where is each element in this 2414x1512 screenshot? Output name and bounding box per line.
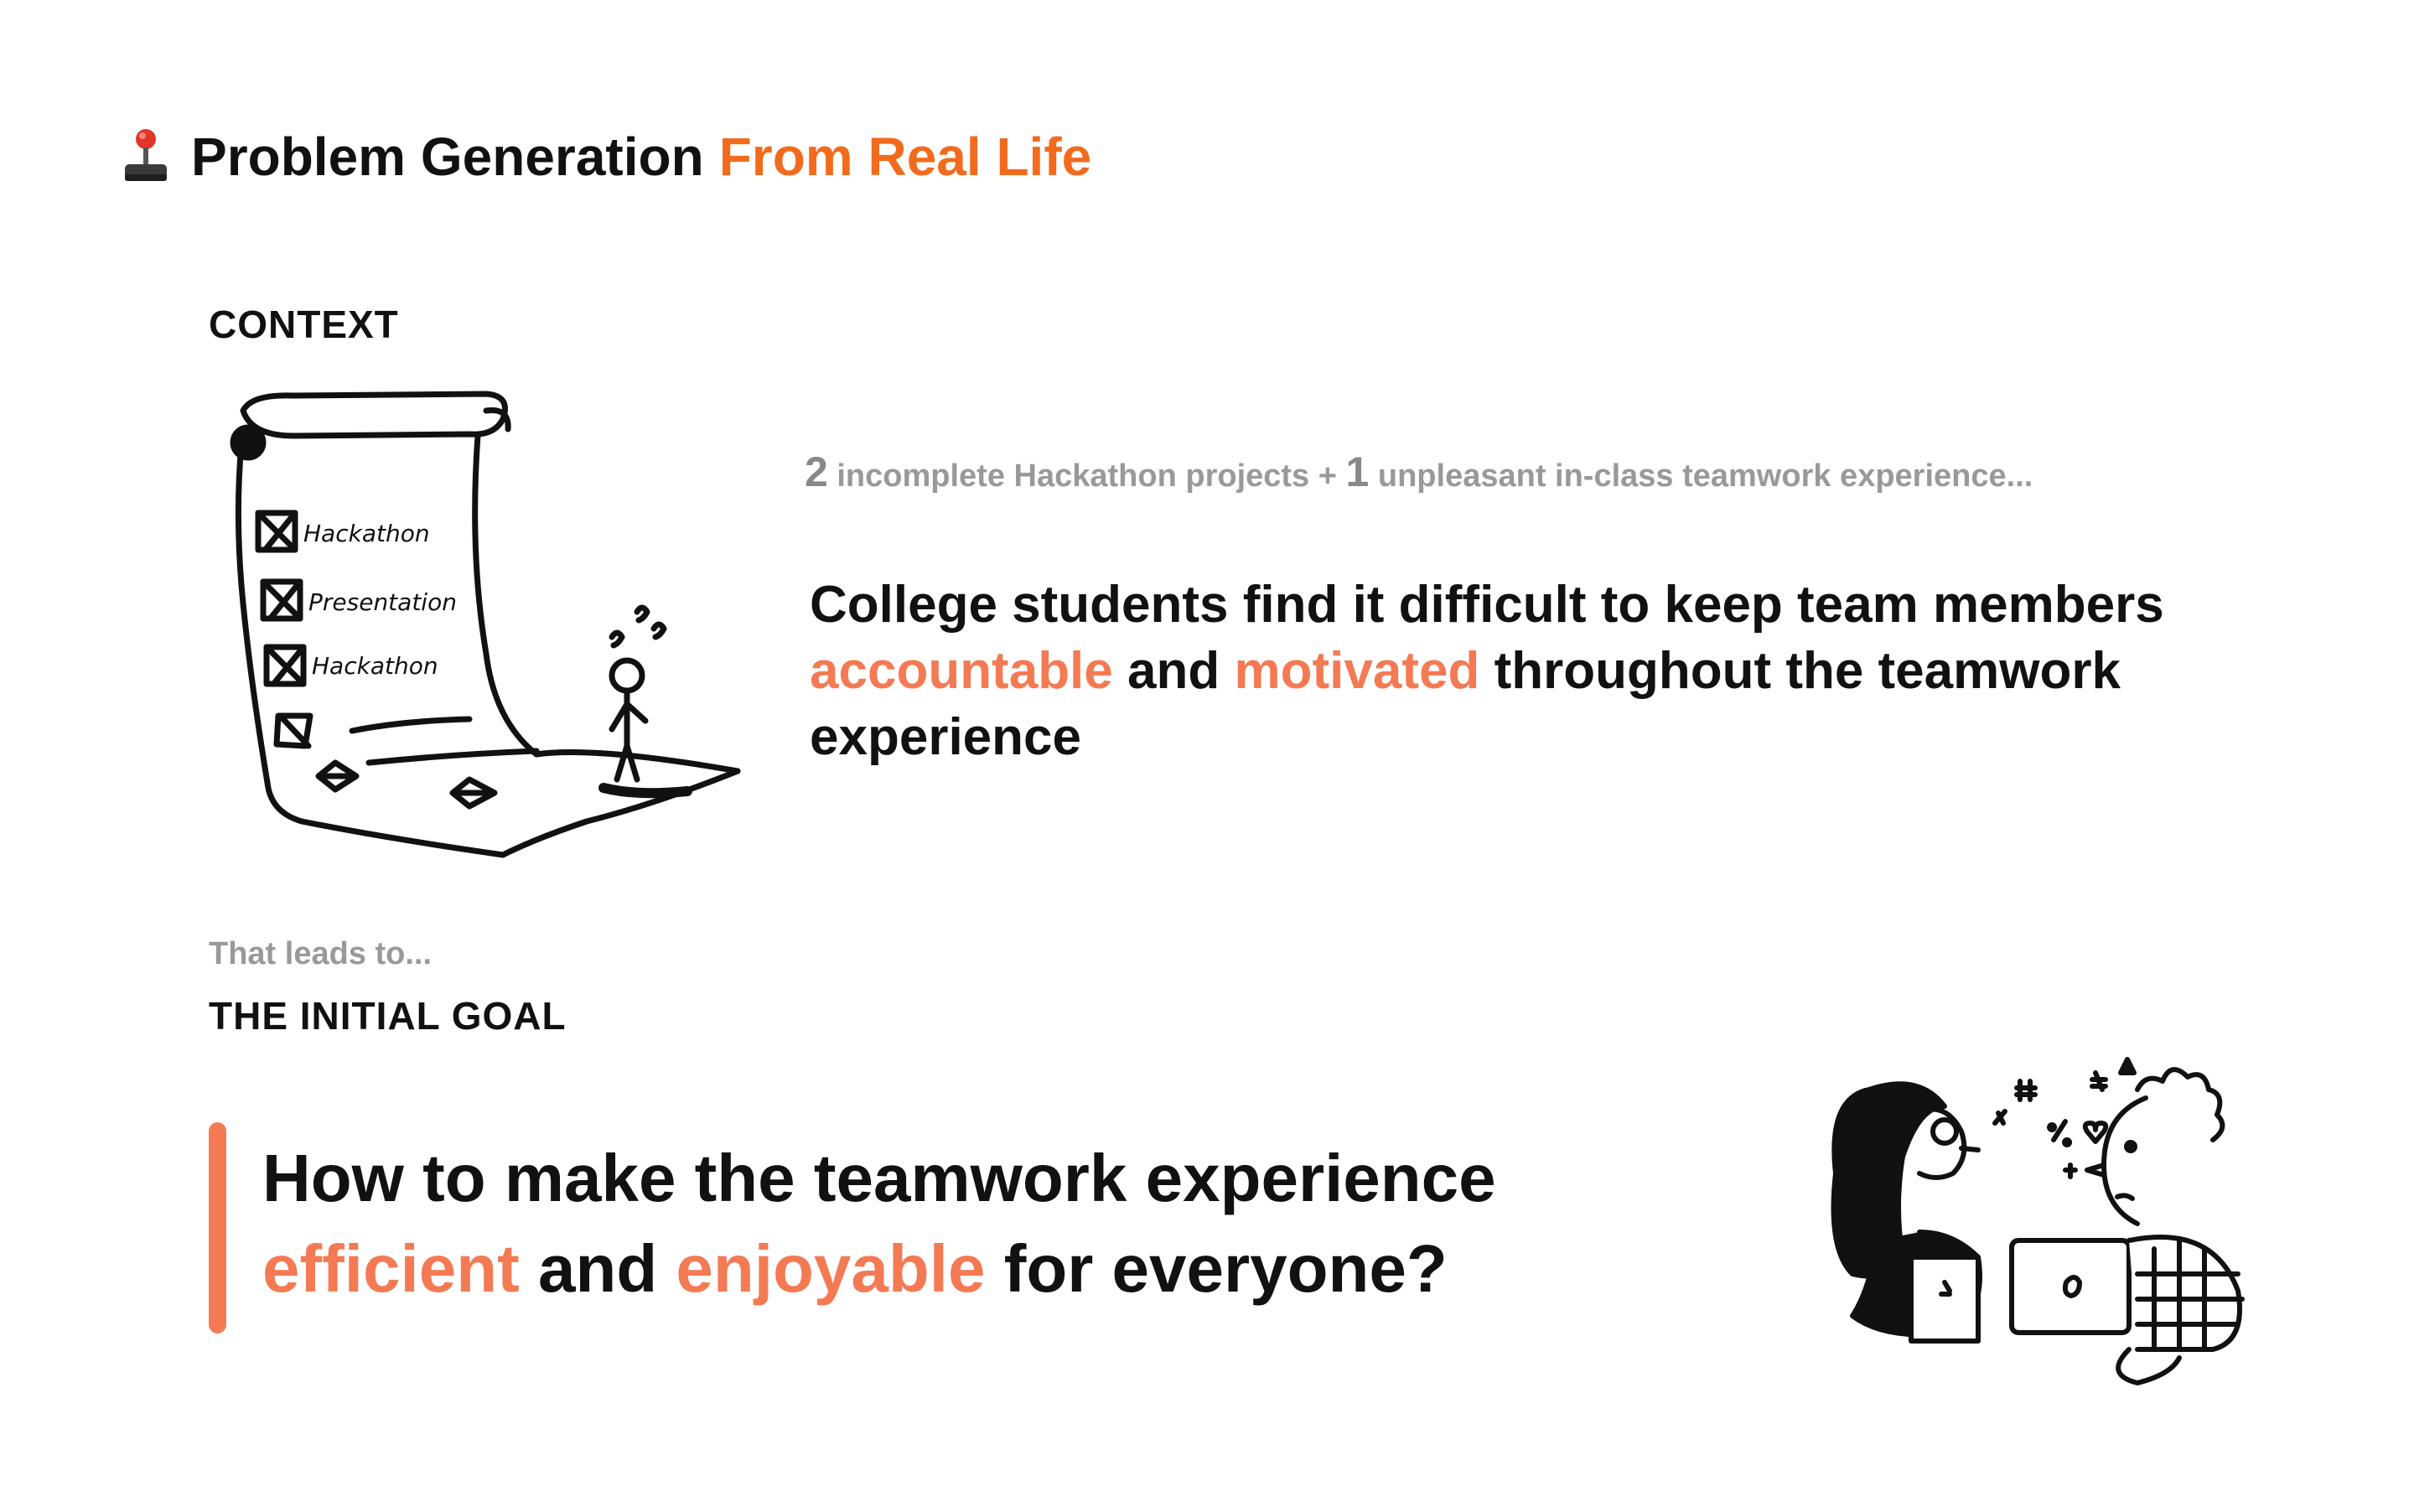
goal-statement	[262, 1133, 1771, 1314]
goal-lead-text: That leads to...	[209, 936, 433, 971]
problem-part-3: throughout the teamwork experience	[810, 642, 2121, 766]
goal-part-3: for everyone?	[1003, 1231, 1448, 1306]
problem-highlight-motivated: motivated	[1234, 642, 1480, 700]
goal-accent-bar	[209, 1122, 226, 1333]
hackathon-count: 2	[805, 448, 828, 495]
joystick-icon	[122, 127, 169, 186]
goal-highlight-enjoyable: enjoyable	[676, 1231, 986, 1306]
goal-highlight-efficient: efficient	[262, 1231, 520, 1306]
context-label: CONTEXT	[209, 303, 399, 346]
illustration-item-3: Hackathon	[312, 652, 438, 680]
goal-part-1: How to make the teamwork experience	[262, 1141, 1496, 1215]
checklist-scroll-illustration	[218, 386, 754, 863]
problem-part-1: College students find it difficult to keep team members	[810, 576, 2164, 634]
goal-part-2: and	[537, 1231, 658, 1306]
teammates-arguing-illustration	[1819, 1039, 2272, 1391]
title-accent: From Real Life	[718, 127, 1092, 187]
page-title	[122, 126, 1091, 188]
teamwork-text: unpleasant in-class teamwork experience...	[1377, 458, 2033, 494]
teamwork-count: 1	[1345, 448, 1370, 495]
hackathon-text: incomplete Hackathon projects +	[837, 458, 1337, 494]
problem-highlight-accountable: accountable	[810, 642, 1113, 700]
problem-part-2: and	[1127, 642, 1220, 700]
illustration-item-2: Presentation	[308, 588, 457, 616]
goal-label: THE INITIAL GOAL	[209, 994, 567, 1038]
illustration-item-1: Hackathon	[303, 520, 430, 547]
problem-statement	[810, 572, 2285, 770]
context-summary	[805, 448, 2033, 496]
title-main: Problem Generation	[191, 127, 704, 187]
